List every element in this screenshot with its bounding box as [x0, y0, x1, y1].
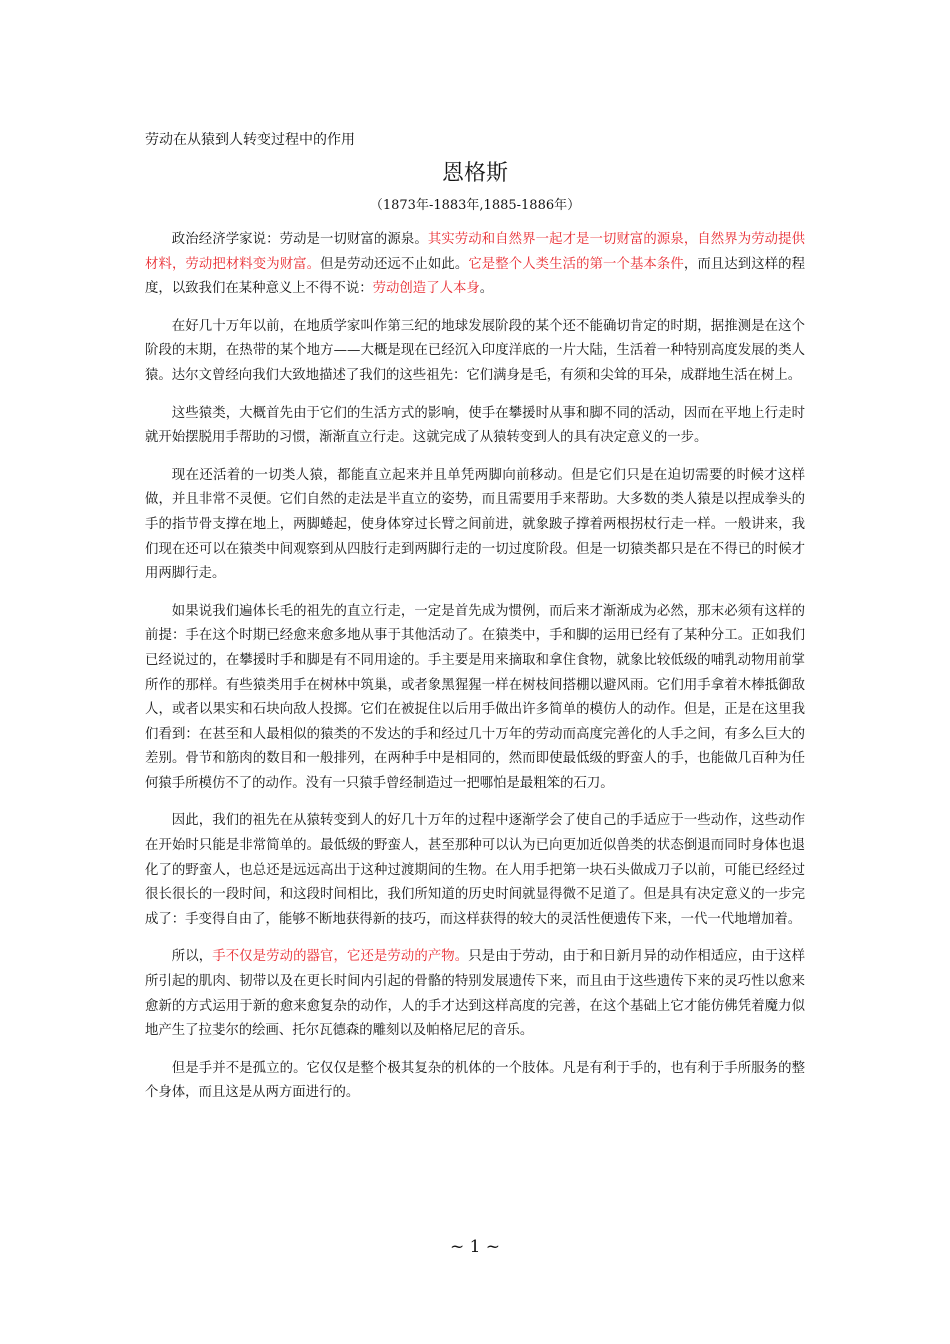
highlighted-text: 它是整个人类生活的第一个基本条件: [468, 256, 684, 272]
page-number: ~ 1 ~: [449, 1237, 501, 1257]
highlighted-text: 手不仅是劳动的器官，它还是劳动的产物。: [212, 949, 469, 965]
paragraph-7: [145, 945, 805, 1043]
highlighted-text: 劳动创造了人本身: [372, 281, 480, 297]
paragraph-2: 在好几十万年以前，在地质学家叫作第三纪的地球发展阶段的某个还不能确切肯定的时期，据推测是在这个阶段的末期，在热带的某个地方——大概是现在已经沉入印度洋底的一片大陆，生活着一种特别高度发展的类人猿。达尔文曾经向我们大致地描述了我们的这些祖先：它们满身是毛，有须和尖耸的耳朵，成群地生活在树上。: [145, 318, 805, 383]
paragraph-8: 但是手并不是孤立的。它仅仅是整个极其复杂的机体的一个肢体。凡是有利于手的，也有利于手所服务的整个身体，而且这是从两方面进行的。: [145, 1060, 805, 1101]
text-run: ，而且达到这样的程度，以致我们在某种意义上不得不说：: [145, 256, 806, 297]
paragraph-5: 如果说我们遍体长毛的祖先的直立行走，一定是首先成为惯例，而后来才渐渐成为必然，那末必须有这样的前提：手在这个时期已经愈来愈多地从事于其他活动了。在猿类中，手和脚的运用已经有了某种分工。正如我们已经说过的，在攀援时手和脚是有不同用途的。手主要是用来摘取和拿住食物，就象比较低级的哺乳动物用前掌所作的那样。有些猿类用手在树林中筑巢，或者象黑猩猩一样在树枝间搭棚以避风雨。它们用手拿着木棒抵御敌人，或者以果实和石块向敌人投掷。它们在被捉住以后用手做出许多简单的模仿人的动作。但是，正是在这里我们看到：在甚至和人最相似的猿类的不发达的手和经过几十万年的劳动而高度完善化的人手之间，有多么巨大的差别。骨节和筋肉的数目和一般排列，在两种手中是相同的，然而即使最低级的野蛮人的手，也能做几百种为任何猿手所模仿不了的动作。没有一只猿手曾经制造过一把哪怕是最粗笨的石刀。: [145, 603, 805, 791]
highlighted-text: 其实劳动和自然界一起才是一切财富的源泉，自然界为劳动提供材料，劳动把材料变为财富。: [145, 232, 806, 272]
paragraph-4: 现在还活着的一切类人猿，都能直立起来并且单凭两脚向前移动。但是它们只是在迫切需要的时候才这样做，并且非常不灵便。它们自然的走法是半直立的姿势，而且需要用手来帮助。大多数的类人猿是以捏成拳头的手的指节骨支撑在地上，两脚蜷起，使身体穿过长臂之间前进，就象跛子撑着两根拐杖行走一样。一般讲来，我们现在还可以在猿类中间观察到从四肢行走到两脚行走的一切过度阶段。但是一切猿类都只是在不得已的时候才用两脚行走。: [145, 467, 805, 582]
date-range: （1873年-1883年,1885-1886年）: [369, 198, 581, 213]
paragraph-6: 因此，我们的祖先在从猿转变到人的好几十万年的过程中逐渐学会了使自己的手适应于一些动作，这些动作在开始时只能是非常简单的。最低级的野蛮人，甚至那种可以认为已向更加近似兽类的状态倒退而同时身体也退化了的野蛮人，也总还是远远高出于这种过渡期间的生物。在人用手把第一块石头做成刀子以前，可能已经经过很长很长的一段时间，和这段时间相比，我们所知道的历史时间就显得微不足道了。但是具有决定意义的一步完成了：手变得自由了，能够不断地获得新的技巧，而这样获得的较大的灵活性便遗传下来，一代一代地增加着。: [145, 813, 805, 927]
text-run: 。: [479, 281, 494, 297]
author-name: 恩格斯: [441, 161, 508, 186]
text-run: 所以，: [171, 949, 213, 965]
text-run: 政治经济学家说：劳动是一切财富的源泉。: [171, 232, 428, 247]
document-header: 劳动在从猿到人转变过程中的作用: [145, 132, 355, 148]
paragraph-3: 这些猿类，大概首先由于它们的生活方式的影响，使手在攀援时从事和脚不同的活动，因而在平地上行走时就开始摆脱用手帮助的习惯，渐渐直立行走。这就完成了从猿转变到人的具有决定意义的一步。: [145, 405, 805, 446]
text-run: 只是由于劳动，由于和日新月异的动作相适应，由于这样所引起的肌肉、韧带以及在更长时间内引起的骨骼的特别发展遗传下来，而且由于这些遗传下来的灵巧性以愈来愈新的方式运用于新的愈来愈复杂的动作，人的手才达到这样高度的完善，在这个基础上它才能仿佛凭着魔力似地产生了拉斐尔的绘画、托尔瓦德森的雕刻以及帕格尼尼的音乐。: [145, 949, 806, 1039]
text-run: 但是劳动还远不止如此。: [320, 256, 469, 272]
paragraph-1: [145, 228, 805, 302]
body-text: [145, 228, 805, 1119]
